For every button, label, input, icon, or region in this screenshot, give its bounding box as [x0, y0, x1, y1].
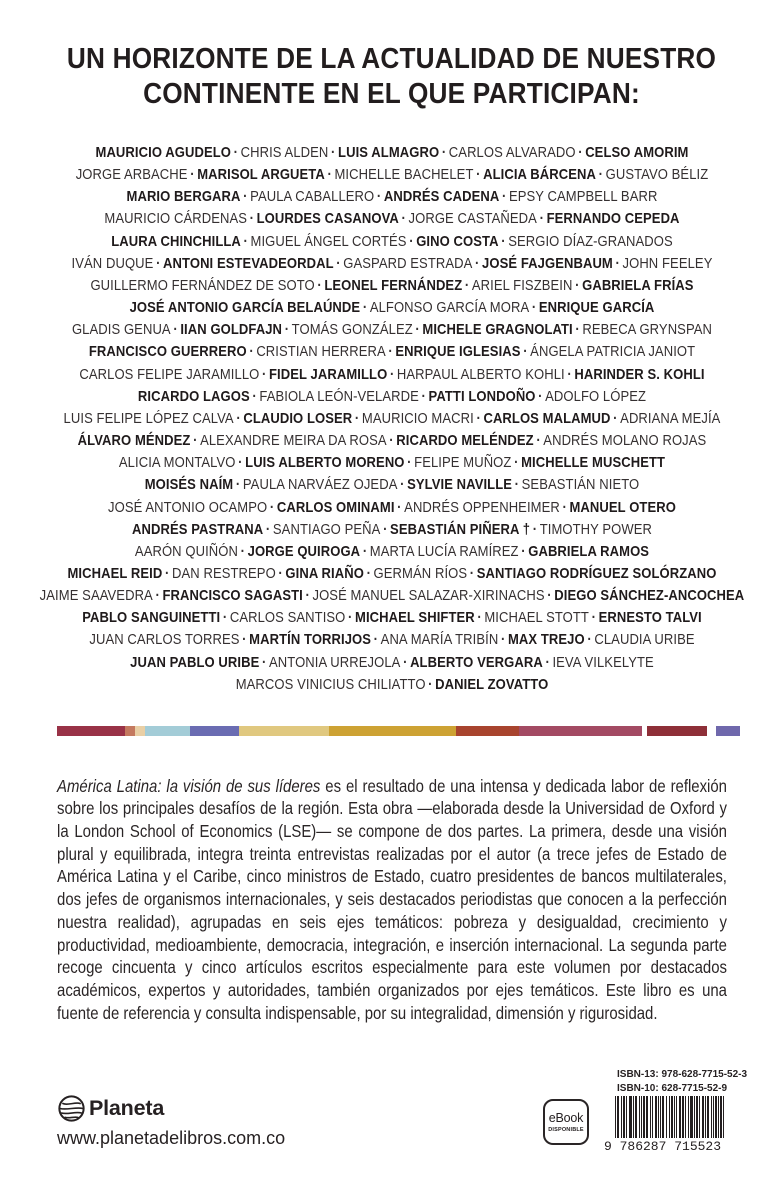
separator-dot: ·: [500, 233, 506, 250]
separator-dot: ·: [164, 565, 169, 582]
participant-name: CLAUDIO LOSER: [242, 410, 352, 427]
separator-dot: ·: [586, 632, 592, 649]
participant-name: JOSÉ FAJGENBAUM: [481, 255, 613, 272]
participant-name: LUIS FELIPE LÓPEZ CALVA: [63, 410, 234, 427]
title-line-2: CONTINENTE EN EL QUE PARTICIPAN:: [143, 78, 640, 110]
separator-dot: ·: [248, 344, 254, 361]
participant-name: JOSÉ MANUEL SALAZAR-XIRINACHS: [311, 588, 545, 605]
separator-dot: ·: [591, 610, 596, 627]
separator-dot: ·: [237, 455, 243, 472]
separator-dot: ·: [401, 211, 406, 228]
participant-name: PATTI LONDOÑO: [428, 388, 536, 405]
separator-dot: ·: [362, 543, 367, 560]
separator-dot: ·: [366, 565, 371, 582]
page-title: [31, 42, 751, 112]
participant-name: JOSÉ ANTONIO GARCÍA BELAÚNDE: [129, 300, 360, 317]
participant-name: IVÁN DUQUE: [71, 255, 153, 272]
separator-dot: ·: [539, 211, 544, 228]
separator-dot: ·: [531, 300, 536, 317]
participant-name: RICARDO LAGOS: [137, 388, 250, 405]
participant-name: ALICIA BÁRCENA: [482, 167, 596, 184]
participant-name: JOSÉ ANTONIO OCAMPO: [107, 499, 267, 516]
strip-segment: [716, 726, 740, 736]
separator-dot: ·: [233, 145, 238, 161]
participant-name: FELIPE MUÑOZ: [413, 455, 511, 472]
participant-name: DAN RESTREPO: [171, 565, 276, 582]
separator-dot: ·: [373, 632, 378, 649]
participant-name: FRANCISCO GUERRERO: [88, 344, 247, 361]
separator-dot: ·: [399, 477, 404, 494]
separator-dot: ·: [235, 410, 241, 427]
participant-name: ANA MARÍA TRIBÍN: [380, 632, 498, 649]
participant-name: MAX TREJO: [507, 632, 585, 649]
separator-dot: ·: [347, 610, 352, 627]
isbn13-label: ISBN-13: 978-628-7715-52-3: [617, 1069, 748, 1080]
strip-segment: [329, 726, 456, 736]
separator-dot: ·: [475, 167, 480, 184]
participant-name: FRANCISCO SAGASTI: [161, 588, 303, 605]
participant-name: JAIME SAAVEDRA: [39, 588, 153, 605]
separator-dot: ·: [546, 588, 552, 605]
participant-name: ANDRÉS MOLANO ROJAS: [542, 433, 706, 450]
participant-name: SERGIO DÍAZ-GRANADOS: [507, 233, 673, 250]
participant-name: ADOLFO LÓPEZ: [544, 388, 646, 405]
separator-dot: ·: [520, 543, 526, 560]
separator-dot: ·: [408, 233, 414, 250]
participant-name: GUSTAVO BÉLIZ: [605, 167, 708, 184]
publisher-brand: [57, 1094, 164, 1123]
participant-name: GERMÁN RÍOS: [373, 565, 467, 582]
participant-name: ANDRÉS CADENA: [383, 189, 499, 206]
participant-name: CARLOS MALAMUD: [482, 410, 611, 427]
participant-name: DANIEL ZOVATTO: [434, 676, 548, 693]
isbn-block: [617, 1068, 747, 1095]
participant-name: SANTIAGO RODRÍGUEZ SOLÓRZANO: [476, 565, 717, 582]
separator-dot: ·: [598, 167, 603, 184]
strip-segment: [125, 726, 135, 736]
participant-name: ALBERTO VERGARA: [409, 654, 543, 671]
participants-line: [4, 497, 778, 519]
participants-line: [4, 607, 778, 629]
separator-dot: ·: [414, 322, 420, 339]
separator-dot: ·: [514, 477, 519, 494]
separator-dot: ·: [192, 433, 197, 450]
participants-line: [4, 430, 778, 452]
strip-segment: [647, 726, 707, 736]
separator-dot: ·: [235, 477, 240, 494]
ebook-available-badge: [543, 1099, 589, 1145]
participants-line: [4, 585, 778, 607]
participant-name: PAULA CABALLERO: [249, 189, 374, 206]
participant-name: JUAN CARLOS TORRES: [88, 632, 240, 649]
strip-segment: [707, 726, 716, 736]
participants-line: [4, 164, 778, 186]
participants-line: [4, 408, 778, 430]
participant-name: RICARDO MELÉNDEZ: [395, 433, 534, 450]
separator-dot: ·: [513, 455, 518, 472]
participant-name: GUILLERMO FERNÁNDEZ DE SOTO: [89, 277, 315, 294]
separator-dot: ·: [501, 189, 506, 206]
participant-name: ALICIA MONTALVO: [118, 455, 236, 472]
participant-name: SEBASTIÁN NIETO: [521, 477, 639, 494]
participant-name: JOHN FEELEY: [622, 255, 712, 272]
separator-dot: ·: [269, 499, 274, 516]
strip-segment: [135, 726, 145, 736]
participant-name: ERNESTO TALVI: [598, 610, 702, 627]
separator-dot: ·: [562, 499, 567, 516]
participant-name: MARTÍN TORRIJOS: [248, 632, 371, 649]
separator-dot: ·: [330, 145, 335, 161]
separator-dot: ·: [476, 610, 482, 627]
participant-name: ADRIANA MEJÍA: [619, 410, 720, 427]
separator-dot: ·: [406, 455, 412, 472]
participant-name: CARLOS OMINAMI: [276, 499, 395, 516]
participant-name: GINO COSTA: [415, 233, 499, 250]
participant-name: CARLOS FELIPE JARAMILLO: [78, 366, 259, 383]
participants-line: [4, 341, 778, 363]
separator-dot: ·: [532, 521, 537, 538]
separator-dot: ·: [574, 322, 580, 339]
participant-name: FABIOLA LEÓN-VELARDE: [258, 388, 419, 405]
participant-name: REBECA GRYNSPAN: [581, 322, 712, 339]
participant-name: ANDRÉS PASTRANA: [131, 521, 263, 538]
participants-line: [4, 275, 778, 297]
participant-name: MICHAEL REID: [66, 565, 162, 582]
description-body: es el resultado de una intensa y dedicada labor de reflexión sobre los principales desafíos de la región. Esta obra —elaborada desde la Universidad de Oxford y la London School of Economics (LSE)— se compone de dos partes. La primera, desde una visión plural y equilibrada, integra treinta entrevistas realizadas por el autor (a trece jefes de Estado de América Latina y el Caribe, cinco ministros de Estado, cuatro presidentes de bancos multilaterales, dos jefes de organismos internacionales, y seis destacados periodistas que conocen a la perfección nuestra realidad), agrupadas en seis ejes temáticos: pobreza y desigualdad, crecimiento y productividad, medioambiente, democracia, integración, e inserción internacional. La segunda parte recoge cincuenta y cinco artículos escritos especialmente para este volumen por destacados académicos, expertos y autoridades, también organizados por ejes temáticos. Este libro es una fuente de referencia y consulta indispensable, por su integralidad, dimensión y rigurosidad.: [56, 775, 727, 1023]
participant-name: TIMOTHY POWER: [539, 521, 652, 538]
separator-dot: ·: [474, 255, 479, 272]
participant-name: ALEXANDRE MEIRA DA ROSA: [199, 433, 387, 450]
strip-segment: [190, 726, 238, 736]
participants-line: [4, 452, 778, 474]
participant-name: CHRIS ALDEN: [240, 145, 328, 161]
separator-dot: ·: [265, 521, 270, 538]
separator-dot: ·: [316, 277, 322, 294]
participant-name: CRISTIAN HERRERA: [255, 344, 386, 361]
participant-name: JORGE QUIROGA: [247, 543, 360, 560]
barcode-bars: [615, 1096, 727, 1138]
participant-name: LEONEL FERNÁNDEZ: [323, 277, 462, 294]
separator-dot: ·: [421, 388, 426, 405]
participants-line: [4, 674, 778, 696]
separator-dot: ·: [500, 632, 505, 649]
participants-line: [4, 541, 778, 563]
participant-name: IIAN GOLDFAJN: [179, 322, 282, 339]
separator-dot: ·: [261, 366, 266, 383]
book-description: [57, 775, 727, 1025]
separator-dot: ·: [577, 145, 583, 161]
separator-dot: ·: [154, 588, 160, 605]
participants-line: [4, 519, 778, 541]
participants-line: [4, 319, 778, 341]
participant-name: MICHAEL SHIFTER: [354, 610, 475, 627]
publisher-name: Planeta: [89, 1096, 165, 1120]
separator-dot: ·: [251, 388, 257, 405]
separator-dot: ·: [464, 277, 469, 294]
participant-name: ANDRÉS OPPENHEIMER: [403, 499, 560, 516]
participant-name: LAURA CHINCHILLA: [110, 233, 241, 250]
participant-name: MICHELLE BACHELET: [333, 167, 473, 184]
participant-name: MARISOL ARGUETA: [196, 167, 325, 184]
participants-line: [4, 208, 778, 230]
participants-line: [4, 253, 778, 275]
participant-name: ANTONIA URREJOLA: [268, 654, 400, 671]
strip-segment: [456, 726, 519, 736]
participant-name: HARPAUL ALBERTO KOHLI: [396, 366, 565, 383]
separator-dot: ·: [615, 255, 620, 272]
separator-dot: ·: [427, 676, 433, 693]
separator-dot: ·: [402, 654, 407, 671]
strip-segment: [239, 726, 329, 736]
participant-name: GASPARD ESTRADA: [342, 255, 472, 272]
participant-name: CLAUDIA URIBE: [593, 632, 695, 649]
participant-name: JORGE ARBACHE: [75, 167, 188, 184]
participant-name: ANTONI ESTEVADEORDAL: [162, 255, 334, 272]
participant-name: MAURICIO MACRI: [361, 410, 474, 427]
title-line-1: UN HORIZONTE DE LA ACTUALIDAD DE NUESTRO: [66, 43, 717, 75]
participant-name: MIGUEL ÁNGEL CORTÉS: [250, 233, 407, 250]
separator-dot: ·: [396, 499, 402, 516]
barcode: [604, 1096, 740, 1154]
participant-name: MICHAEL STOTT: [483, 610, 589, 627]
participant-name: MANUEL OTERO: [568, 499, 676, 516]
strip-segment: [57, 726, 125, 736]
separator-dot: ·: [327, 167, 332, 184]
participant-name: GABRIELA FRÍAS: [581, 277, 694, 294]
participants-line: [4, 231, 778, 253]
separator-dot: ·: [242, 189, 248, 206]
participant-name: MICHELLE MUSCHETT: [520, 455, 665, 472]
participant-name: SEBASTIÁN PIÑERA †: [389, 521, 530, 538]
separator-dot: ·: [574, 277, 579, 294]
separator-dot: ·: [284, 322, 289, 339]
isbn10-label: ISBN-10: 628-7715-52-9: [617, 1082, 728, 1094]
book-title-italic: América Latina: la visión de sus líderes: [56, 775, 320, 796]
participant-name: ENRIQUE GARCÍA: [538, 300, 654, 317]
color-strip: [57, 726, 740, 736]
participant-name: MARTA LUCÍA RAMÍREZ: [369, 543, 519, 560]
participants-line: [4, 297, 778, 319]
barcode-space: [724, 1096, 725, 1138]
separator-dot: ·: [469, 565, 474, 582]
participants-line: [4, 652, 778, 674]
participants-line: [4, 142, 778, 164]
participant-name: CELSO AMORIM: [584, 145, 688, 161]
participant-name: SYLVIE NAVILLE: [406, 477, 512, 494]
planeta-globe-icon: [57, 1094, 86, 1123]
participant-name: IEVA VILKELYTE: [551, 654, 654, 671]
barcode-number: 9 786287 715523: [604, 1139, 722, 1154]
separator-dot: ·: [304, 588, 310, 605]
participants-line: [4, 364, 778, 386]
separator-dot: ·: [522, 344, 528, 361]
strip-segment: [519, 726, 641, 736]
participant-name: LUIS ALMAGRO: [337, 145, 439, 161]
participant-name: MARCOS VINICIUS CHILIATTO: [235, 676, 426, 693]
participant-name: MAURICIO AGUDELO: [95, 145, 231, 161]
participant-name: FIDEL JARAMILLO: [268, 366, 387, 383]
separator-dot: ·: [222, 610, 227, 627]
separator-dot: ·: [388, 433, 394, 450]
separator-dot: ·: [362, 300, 367, 317]
separator-dot: ·: [172, 322, 178, 339]
separator-dot: ·: [535, 433, 541, 450]
separator-dot: ·: [475, 410, 481, 427]
participant-name: DIEGO SÁNCHEZ-ANCOCHEA: [553, 588, 744, 605]
separator-dot: ·: [189, 167, 195, 184]
publisher-website: www.planetadelibros.com.co: [57, 1128, 286, 1148]
participants-line: [4, 386, 778, 408]
separator-dot: ·: [544, 654, 550, 671]
participants-line: [4, 629, 778, 651]
participant-name: FERNANDO CEPEDA: [546, 211, 680, 228]
separator-dot: ·: [261, 654, 266, 671]
participant-name: MAURICIO CÁRDENAS: [103, 211, 247, 228]
participant-name: ARIEL FISZBEIN: [471, 277, 572, 294]
separator-dot: ·: [155, 255, 160, 272]
participant-name: MARIO BERGARA: [126, 189, 241, 206]
separator-dot: ·: [335, 255, 341, 272]
separator-dot: ·: [376, 189, 381, 206]
separator-dot: ·: [441, 145, 446, 161]
participant-name: CARLOS SANTISO: [229, 610, 345, 627]
participant-name: JUAN PABLO URIBE: [129, 654, 259, 671]
ebook-badge-sublabel: DISPONIBLE: [548, 1126, 584, 1133]
separator-dot: ·: [249, 211, 254, 228]
separator-dot: ·: [382, 521, 387, 538]
participant-name: ÁNGELA PATRICIA JANIOT: [529, 344, 695, 361]
separator-dot: ·: [566, 366, 572, 383]
participant-name: MICHELE GRAGNOLATI: [421, 322, 573, 339]
separator-dot: ·: [243, 233, 248, 250]
participant-name: AARÓN QUIÑÓN: [134, 543, 238, 560]
participant-name: GABRIELA RAMOS: [527, 543, 649, 560]
separator-dot: ·: [389, 366, 394, 383]
participant-name: ALFONSO GARCÍA MORA: [369, 300, 529, 317]
participants-line: [4, 563, 778, 585]
participant-name: ENRIQUE IGLESIAS: [394, 344, 521, 361]
participant-name: GINA RIAÑO: [284, 565, 364, 582]
participant-name: CARLOS ALVARADO: [448, 145, 576, 161]
participant-name: TOMÁS GONZÁLEZ: [291, 322, 413, 339]
participant-name: JORGE CASTAÑEDA: [408, 211, 537, 228]
participants-line: [4, 186, 778, 208]
participant-name: ÁLVARO MÉNDEZ: [77, 433, 190, 450]
participant-name: LUIS ALBERTO MORENO: [244, 455, 405, 472]
separator-dot: ·: [387, 344, 393, 361]
participants-list: [4, 142, 778, 696]
participants-line: [4, 474, 778, 496]
participant-name: SANTIAGO PEÑA: [272, 521, 380, 538]
participant-name: GLADIS GENUA: [71, 322, 171, 339]
separator-dot: ·: [537, 388, 543, 405]
separator-dot: ·: [277, 565, 283, 582]
participant-name: PABLO SANGUINETTI: [81, 610, 220, 627]
separator-dot: ·: [354, 410, 359, 427]
participant-name: MOISÉS NAÍM: [144, 477, 233, 494]
separator-dot: ·: [241, 632, 247, 649]
participant-name: PAULA NARVÁEZ OJEDA: [242, 477, 397, 494]
separator-dot: ·: [240, 543, 245, 560]
participant-name: EPSY CAMPBELL BARR: [508, 189, 657, 206]
participant-name: LOURDES CASANOVA: [256, 211, 399, 228]
strip-segment: [145, 726, 190, 736]
separator-dot: ·: [612, 410, 618, 427]
participant-name: HARINDER S. KOHLI: [573, 366, 705, 383]
ebook-badge-label: eBook: [548, 1110, 584, 1125]
